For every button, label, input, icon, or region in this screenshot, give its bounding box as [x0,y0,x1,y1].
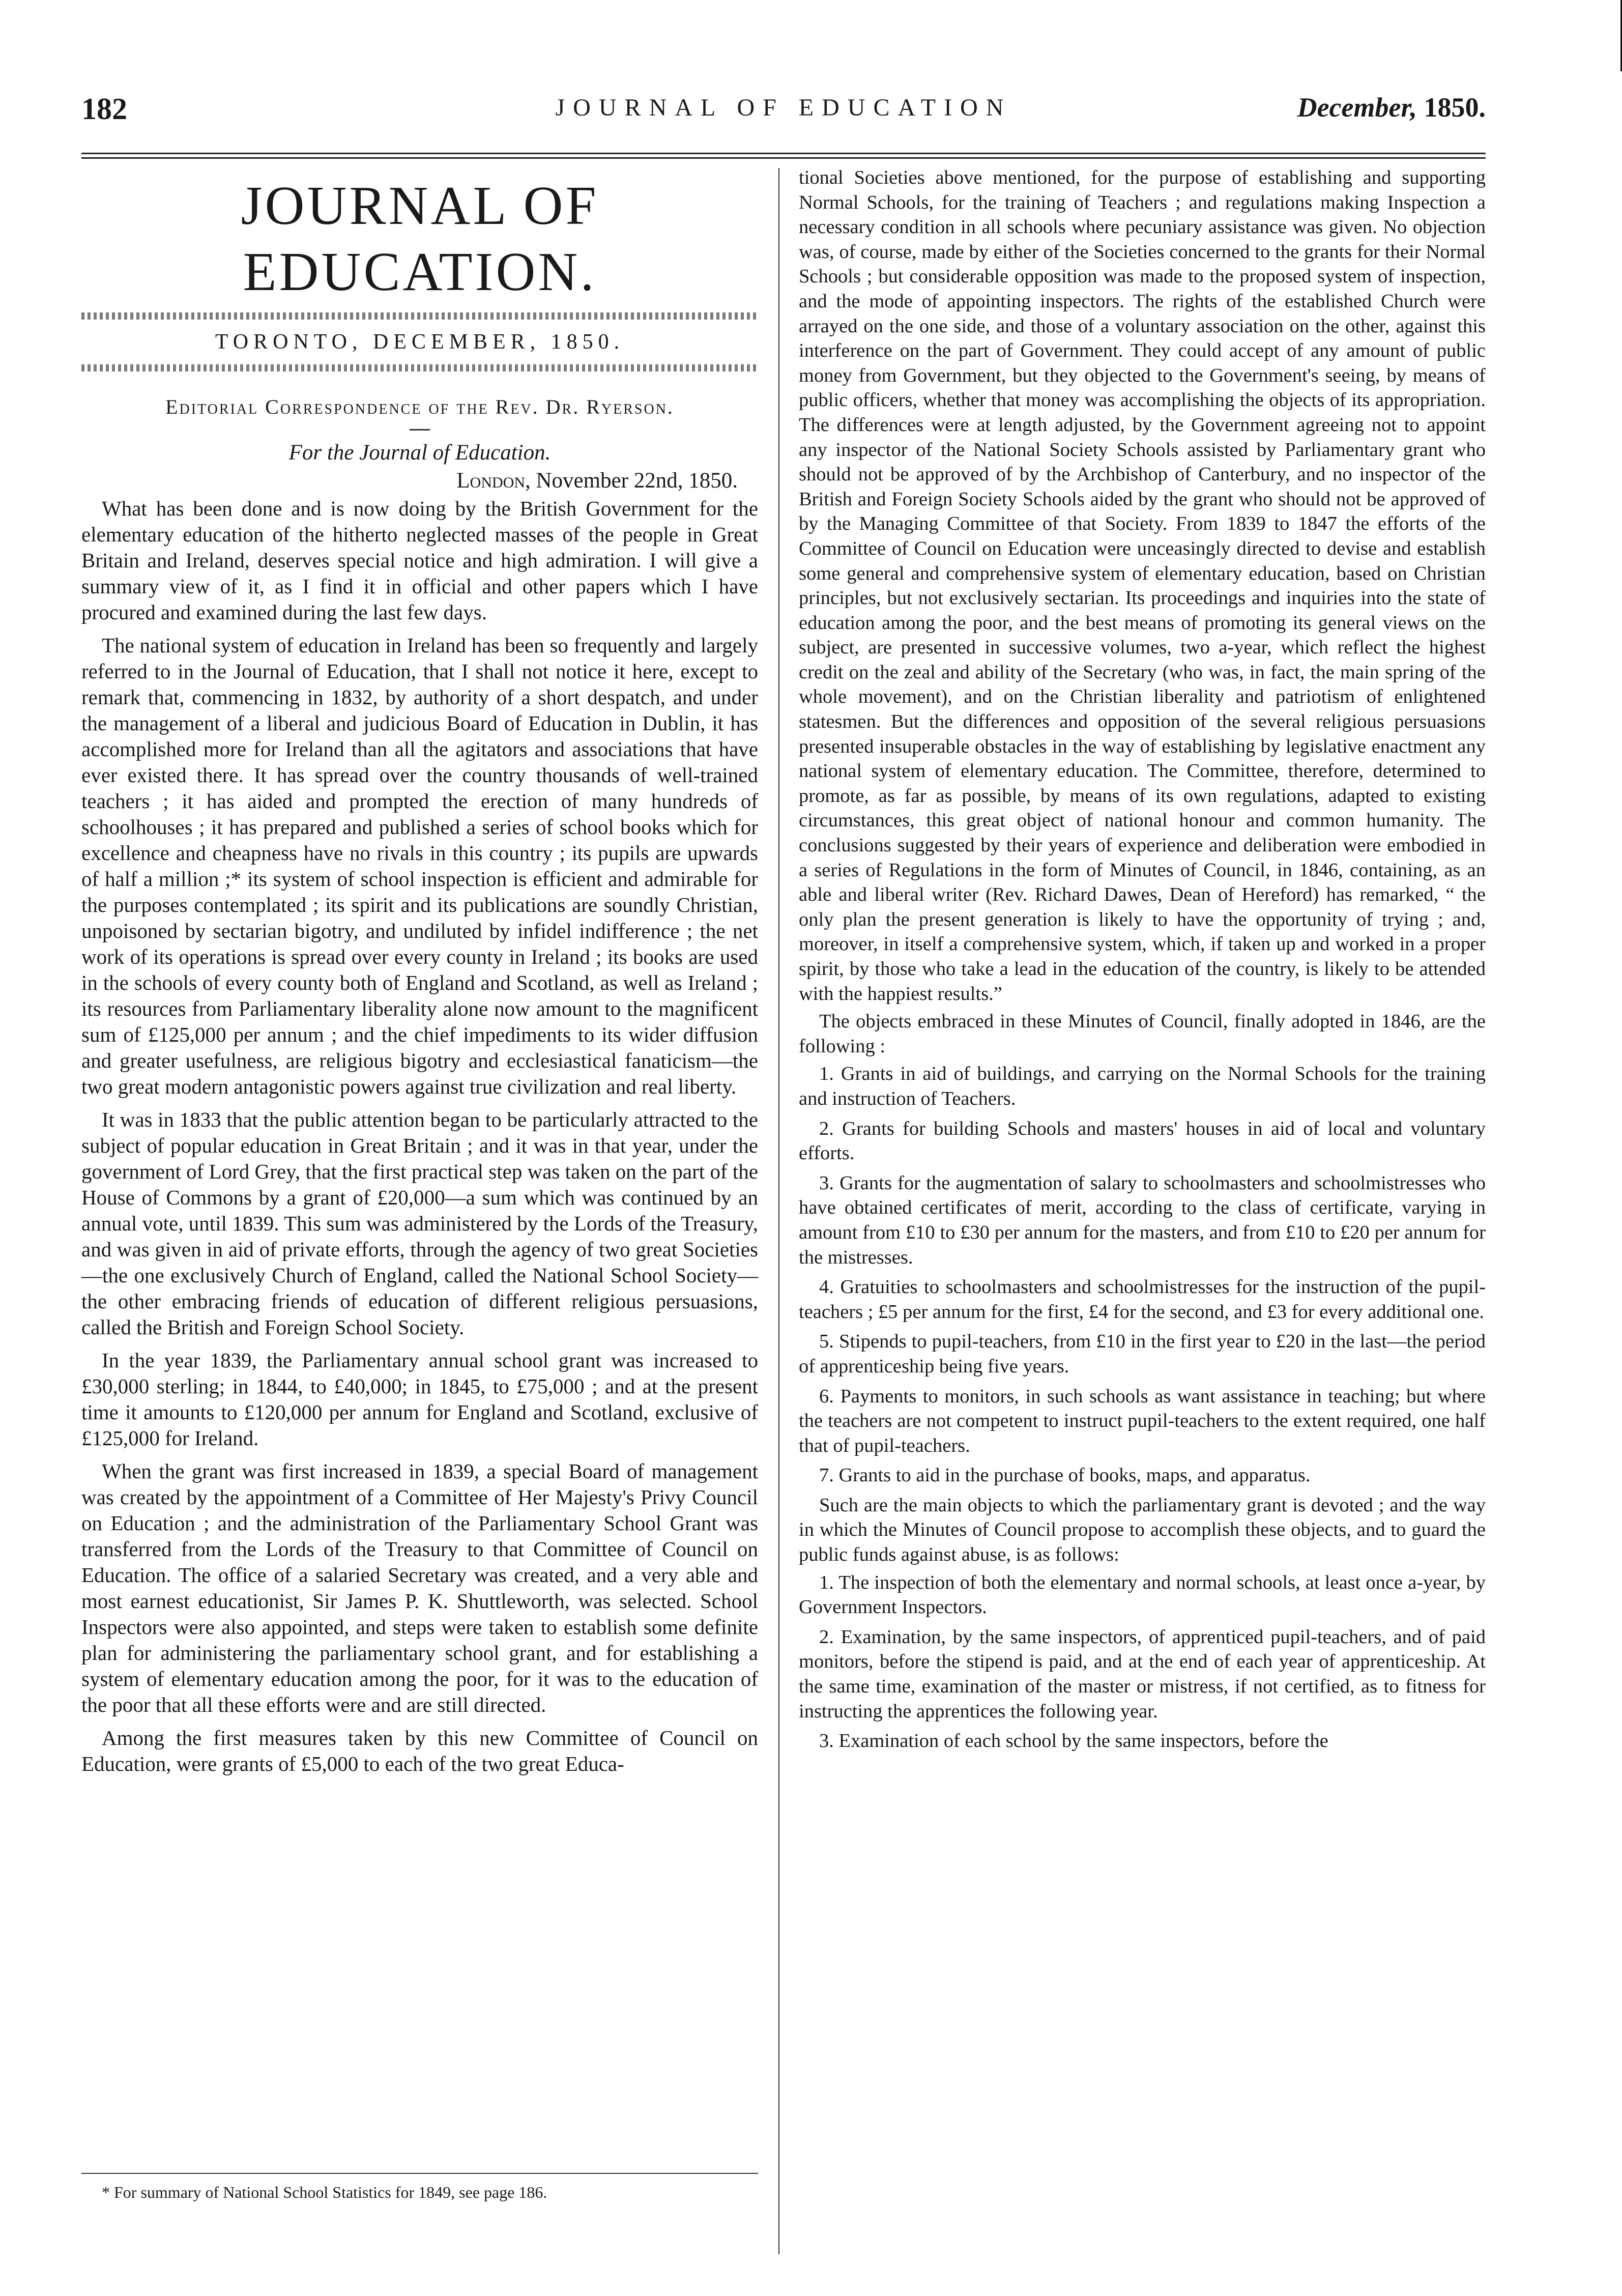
list-item: 7. Grants to aid in the purchase of books, maps, and apparatus. [819,1465,1311,1486]
paragraph: What has been done and is now doing by the British Government for the elementary education of the hitherto neglected masses of the people in Great Britain and Ireland, deserves special notice and high admiration. I will give a summary view of it, as I find it in official and other papers which I have procured and examined during the last few days. [81,497,758,624]
paragraph: Such are the main objects to which the parliamentary grant is devoted ; and the way in which the Minutes of Council propose to accomplish these objects, and to guard the public funds against abuse, is as follows: [799,1494,1486,1566]
dateline: TORONTO, DECEMBER, 1850. [215,330,625,354]
paragraph: It was in 1833 that the public attention began to be particularly attracted to the subject of popular education in Great Britain ; and it was in that year, under the government of Lord Grey, that the first practical step was taken on the part of the House of Commons by a grant of £20,000—a sum which was continued by an annual vote, until 1839. This sum was administered by the Lords of the Treasury, and was given in aid of private efforts, through the agency of two great Societies—the one exclusively Church of England, called the National School Society—the other embracing friends of education of different religious persuasions, called the British and Foreign School Society. [81,1108,758,1339]
wavy-rule-top [81,312,758,320]
list-item: 3. Grants for the augmentation of salary to schoolmasters and schoolmistresses who have obtained certificates of merit, according to the class of certificate, varying in amount from £10 to £30 per annum for the masters, and from £10 to £20 per annum for the mistresses. [799,1172,1486,1268]
page-number: 182 [81,92,127,126]
paragraph: The objects embraced in these Minutes of Council, finally adopted in 1846, are the following : [799,1011,1486,1057]
list-item: 2. Examination, by the same inspectors, of apprenticed pupil-teachers, and of paid monitors, before the stipend is paid, and at the end of each year of apprenticeship. At the same time, examination of the master or mistress, if not certified, as to fitness for instructing the apprentices the following year. [799,1626,1486,1722]
header-rule [81,153,1486,159]
list-item: 6. Payments to monitors, in such schools as want assistance in teaching; but where the teachers are not competent to instruct pupil-teachers to the extent required, one half that of pupil-teachers. [799,1385,1486,1456]
paragraph: The national system of education in Ireland has been so frequently and largely referred to in the Journal of Education, that I shall not notice it here, except to remark that, commencing in 1832, by authority of a short despatch, and under the management of a liberal and judicious Board of Education in Dublin, it has accomplished more for Ireland than all the agitators and associations that have ever existed there. It has spread over the country thousands of well-trained teachers ; it has aided and prompted the erection of many hundreds of schoolhouses ; it has prepared and published a series of school books which for excellence and cheapness have no rivals in this country ; its pupils are upwards of half a million ;* its system of school inspection is efficient and admirable for the purposes contemplated ; its spirit and its publications are soundly Christian, unpoisoned by sectarian bigotry, and undiluted by infidel indifference ; the net work of its operations is spread over every county in Ireland ; its books are used in the schools of every county both of England and Scotland, as well as Ireland ; its resources from Parliamentary liberality alone now amount to the magnificent sum of £125,000 per annum ; and the chief impediments to its wider diffusion and greater usefulness, are religious bigotry and ecclesiastical fanaticism—the two great modern antagonistic powers against true civilization and real liberty. [81,634,758,1098]
running-title: JOURNAL OF EDUCATION [555,94,1012,121]
paragraph: Among the first measures taken by this new Committee of Council on Education, were grants of £5,000 to each of the two great Educa- [81,1726,758,1775]
paragraph: When the grant was first increased in 1839, a special Board of management was created by the appointment of a Committee of Her Majesty's Privy Council on Education ; and the administration of the Parliamentary School Grant was transferred from the Lords of the Treasury to that Committee of Council on Education. The office of a salaried Secretary was created, and a very able and most earnest educationist, Sir James P. K. Shuttleworth, was selected. School Inspectors were also appointed, and steps were taken to establish some definite plan for administering the parliamentary school grant, and for establishing a system of elementary education among the poor, for it was to the education of the poor that all these efforts were and are still directed. [81,1459,758,1716]
masthead-title: JOURNAL OF EDUCATION. [241,176,599,302]
list-item: 1. The inspection of both the elementary and normal schools, at least once a-year, by Government Inspectors. [799,1571,1486,1618]
letter-dateline [81,468,758,494]
list-item: 1. Grants in aid of buildings, and carrying on the Normal Schools for the training and instruction of Teachers. [799,1063,1486,1109]
wavy-rule-bottom [81,364,758,371]
letter-place: London, [456,469,531,493]
footnote-rule [81,2173,758,2174]
column-divider [778,168,779,2254]
running-header [81,92,1486,137]
for-journal-note: For the Journal of Education. [288,441,551,465]
running-date-month: December, [1297,92,1417,123]
letter-date: November 22nd, 1850. [536,469,738,493]
correspondence-heading: Editorial Correspondence of the Rev. Dr. Ryerson. [165,395,674,418]
left-column [81,168,758,1784]
list-item: 4. Gratuities to schoolmasters and schoolmistresses for the instruction of the pupil-teachers ; £5 per annum for the first, £4 for the second, and £3 for every additional one. [799,1276,1486,1323]
paragraph: In the year 1839, the Parliamentary annual school grant was increased to £30,000 sterling; in 1844, to £40,000; in 1845, to £75,000 ; and at the present time it amounts to £120,000 per annum for England and Scotland, exclusive of £125,000 for Ireland. [81,1348,758,1450]
paragraph: tional Societies above mentioned, for the purpose of establishing and supporting Normal Schools, for the training of Teachers ; and regulations making Inspection a necessary condition in all schools where pecuniary assistance was given. No objection was, of course, made by either of the Societies concerned to the grants for their Normal Schools ; but considerable opposition was made to the proposed system of inspection, and the mode of appointing inspectors. The rights of the established Church were arrayed on the one side, and those of a voluntary association on the other, against this interference on the part of Government. They could accept of any amount of public money from Government, but they objected to the Government's seeing, by means of public officers, whether that money was accomplishing the objects of its appropriation. The differences were at length adjusted, by the Government agreeing not to appoint any inspector of the National Society Schools assisted by Parliamentary grant who should not be approved of by the Archbishop of Canterbury, and no inspector of the British and Foreign Society Schools aided by the grant who should not be approved of by the Managing Committee of that Society. From 1839 to 1847 the efforts of the Committee of Council on Education were unceasingly directed to devise and establish some general and comprehensive system of elementary education, based on Christian principles, but not exclusively sectarian. Its proceedings and inquiries into the state of education among the poor, and the best means of promoting its general views on the subject, are presented in successive volumes, two a-year, which reflect the highest credit on the zeal and ability of the Secretary (who was, in fact, the main spring of the whole movement), and on the Christian liberality and patriotism of enlightened statesmen. But the differences and opposition of the several religious persuasions presented insuperable obstacles in the way of establishing by legislative enactment any national system of elementary education. The Committee, therefore, determined to promote, as far as possible, by means of its own regulations, adapted to existing circumstances, this great object of national honour and common humanity. The conclusions suggested by their years of experience and deliberation were embodied in a series of Regulations in the form of Minutes of Council, in 1846, containing, as an able and liberal writer (Rev. Richard Dawes, Dean of Hereford) has remarked, “ the only plan the present generation is likely to have the opportunity of trying ; and, moreover, in itself a comprehensive system, which, if taken up and worked in a proper spirit, by those who take a lead in the education of the country, is likely to be attended with the happiest results.” [799,167,1486,1004]
right-column [799,165,1486,1759]
running-date [1297,92,1486,123]
running-date-year: 1850. [1424,92,1486,123]
list-item: 5. Stipends to pupil-teachers, from £10 in the first year to £20 in the last—the period of apprenticeship being five years. [799,1331,1486,1377]
footnote: * For summary of National School Statistics for 1849, see page 186. [102,2183,547,2201]
section-dash [410,429,430,430]
list-item: 2. Grants for building Schools and masters' houses in aid of local and voluntary efforts. [799,1117,1486,1164]
list-item: 3. Examination of each school by the same inspectors, before the [819,1730,1328,1752]
